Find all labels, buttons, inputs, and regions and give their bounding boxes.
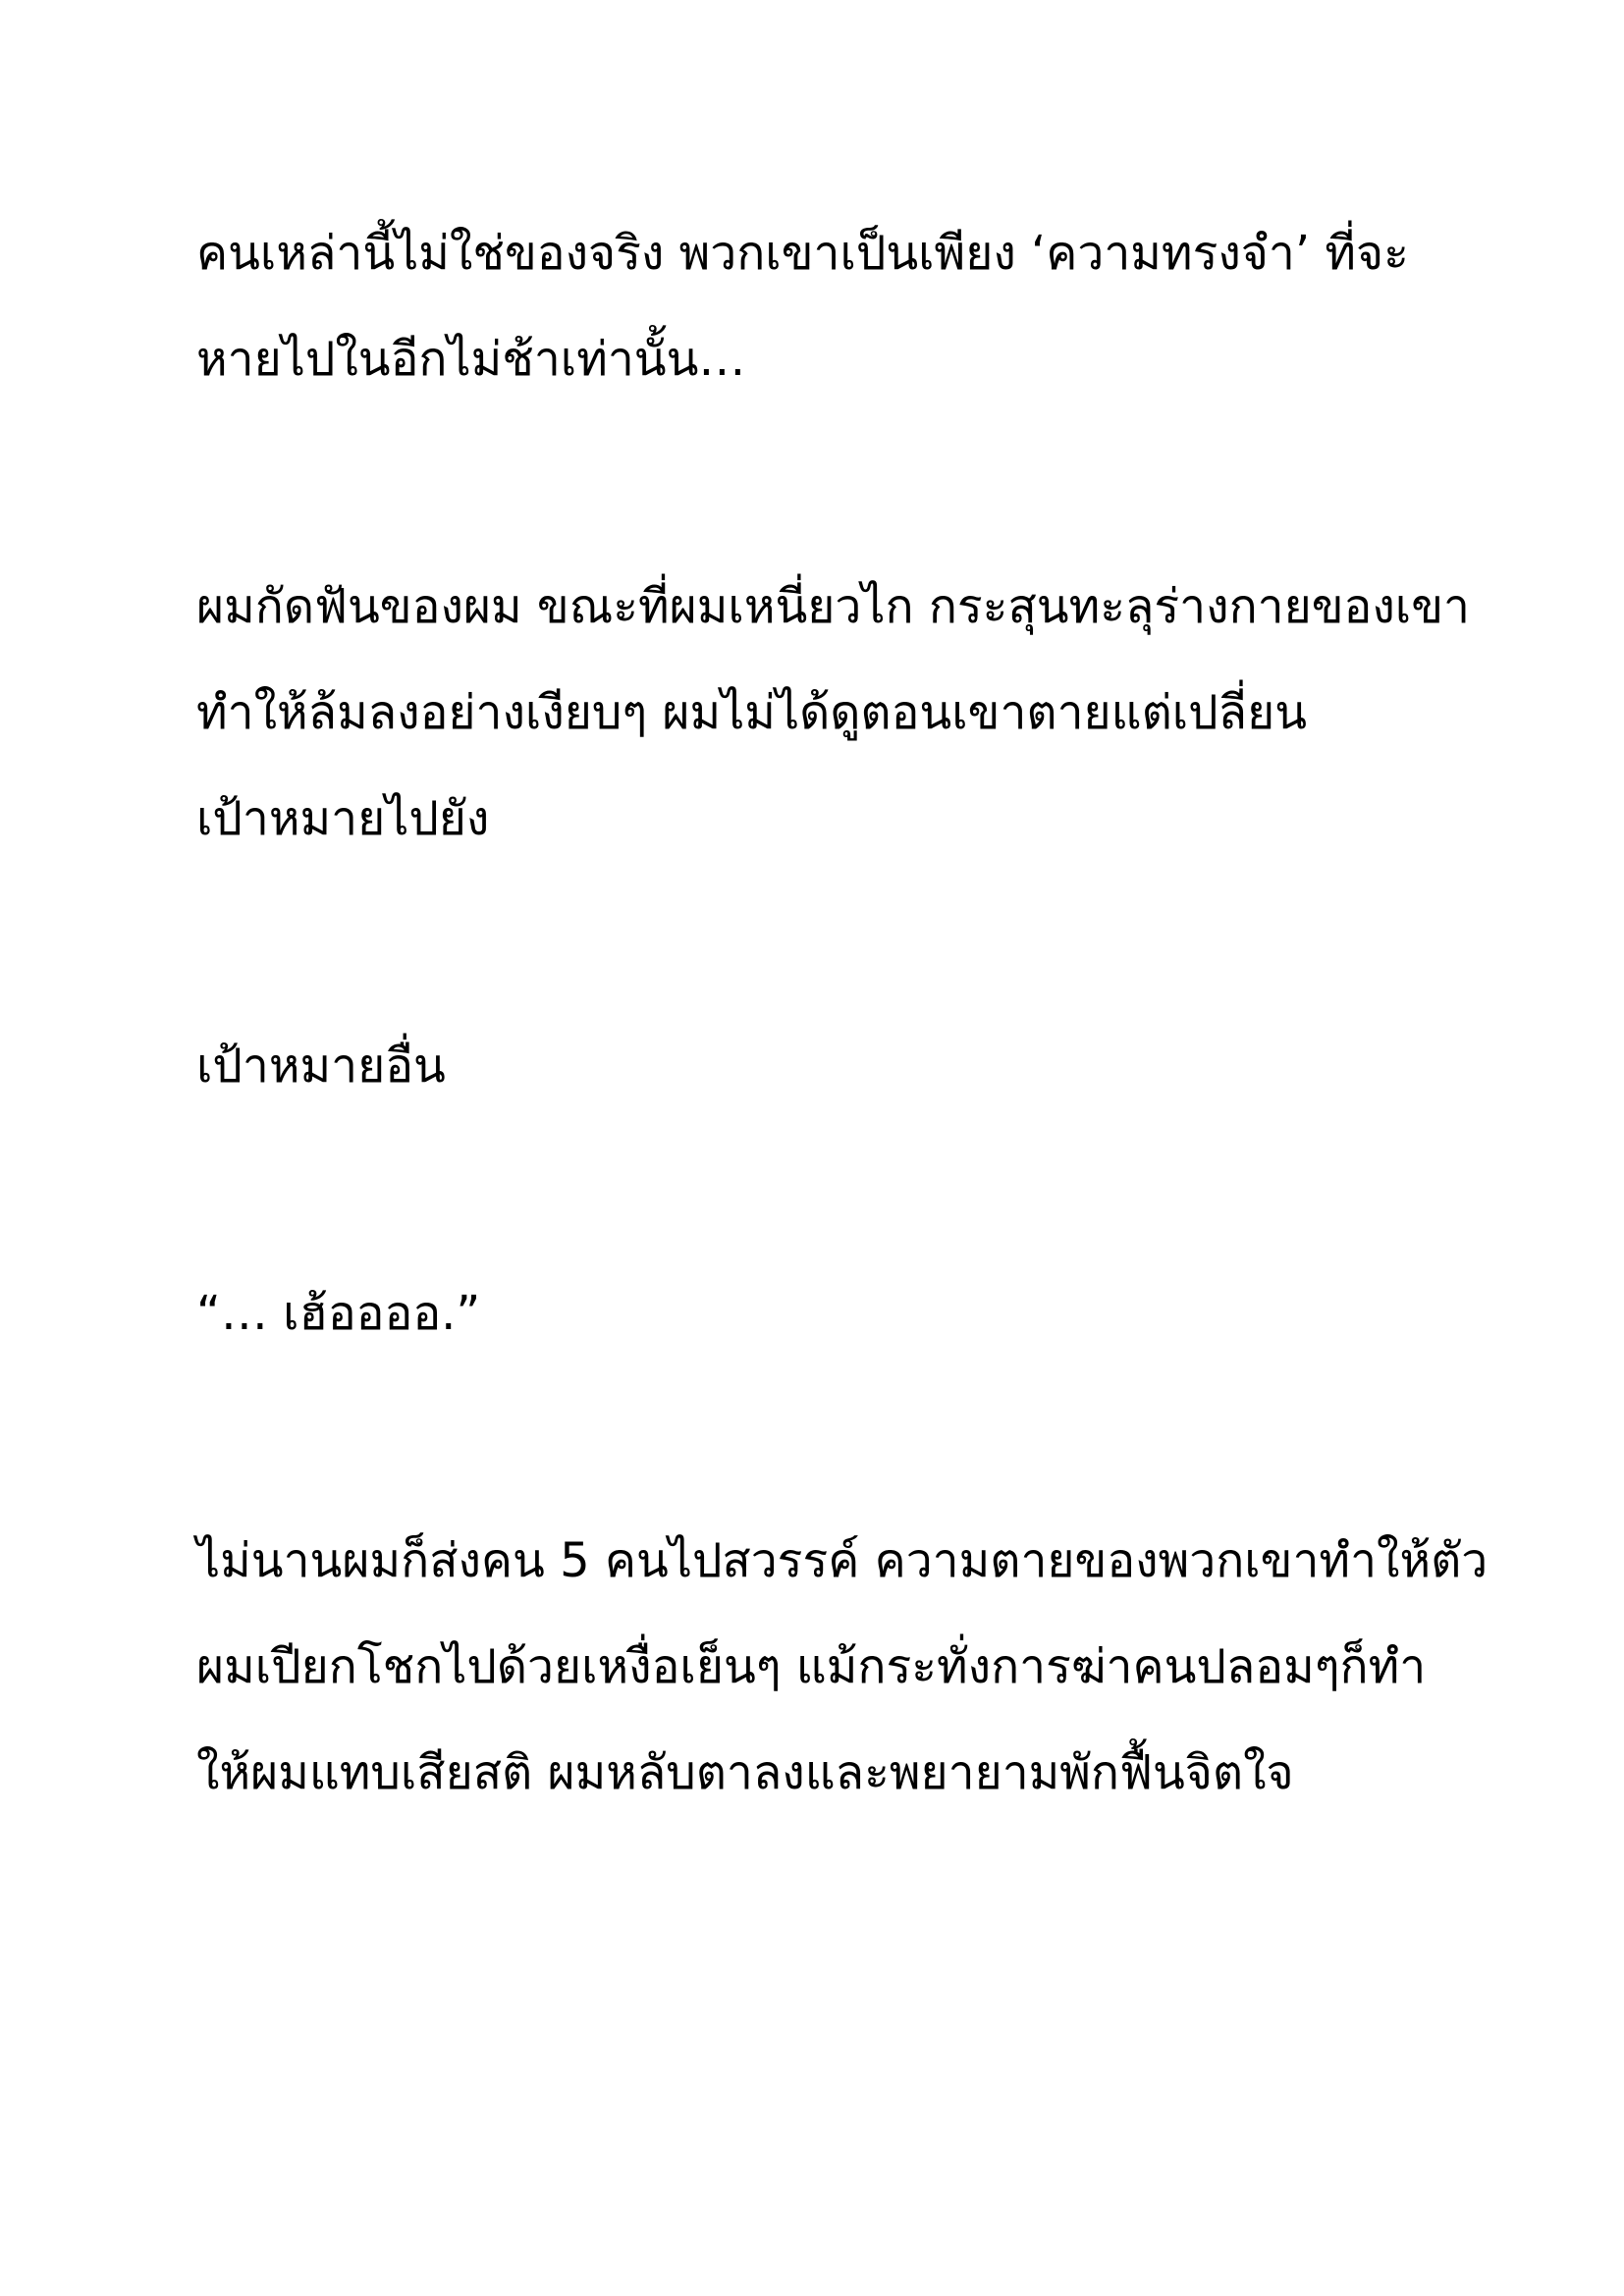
- paragraph-5-line-3: ให้ผมแทบเสียสติ ผมหลับตาลงและพยายามพักฟื้นจิตใจ: [196, 1745, 1294, 1800]
- paragraph-1-line-1: คนเหล่านี้ไม่ใช่ของจริง พวกเขาเป็นเพียง ‘ความทรงจำ’ ที่จะ: [196, 226, 1409, 281]
- paragraph-5-line-1: ไม่นานผมก็ส่งคน 5 คนไปสวรรค์ ความตายของพวกเขาทำให้ตัว: [196, 1533, 1489, 1588]
- paragraph-5-line-2: ผมเปียกโชกไปด้วยเหงื่อเย็นๆ แม้กระทั่งการฆ่าคนปลอมๆก็ทำ: [196, 1639, 1427, 1694]
- paragraph-2-line-1: ผมกัดฟันของผม ขณะที่ผมเหนี่ยวไก กระสุนทะลุร่างกายของเขา: [196, 579, 1470, 634]
- paragraph-2-line-3: เป้าหมายไปยัง: [196, 791, 490, 846]
- paragraph-3-line-1: เป้าหมายอื่น: [196, 1039, 446, 1094]
- paragraph-2-line-2: ทำให้ล้มลงอย่างเงียบๆ ผมไม่ได้ดูตอนเขาตายแต่เปลี่ยน: [196, 685, 1307, 740]
- paragraph-1-line-2: หายไปในอีกไม่ช้าเท่านั้น…: [196, 332, 746, 387]
- paragraph-4-line-1: “… เฮ้ออออ.”: [196, 1286, 481, 1341]
